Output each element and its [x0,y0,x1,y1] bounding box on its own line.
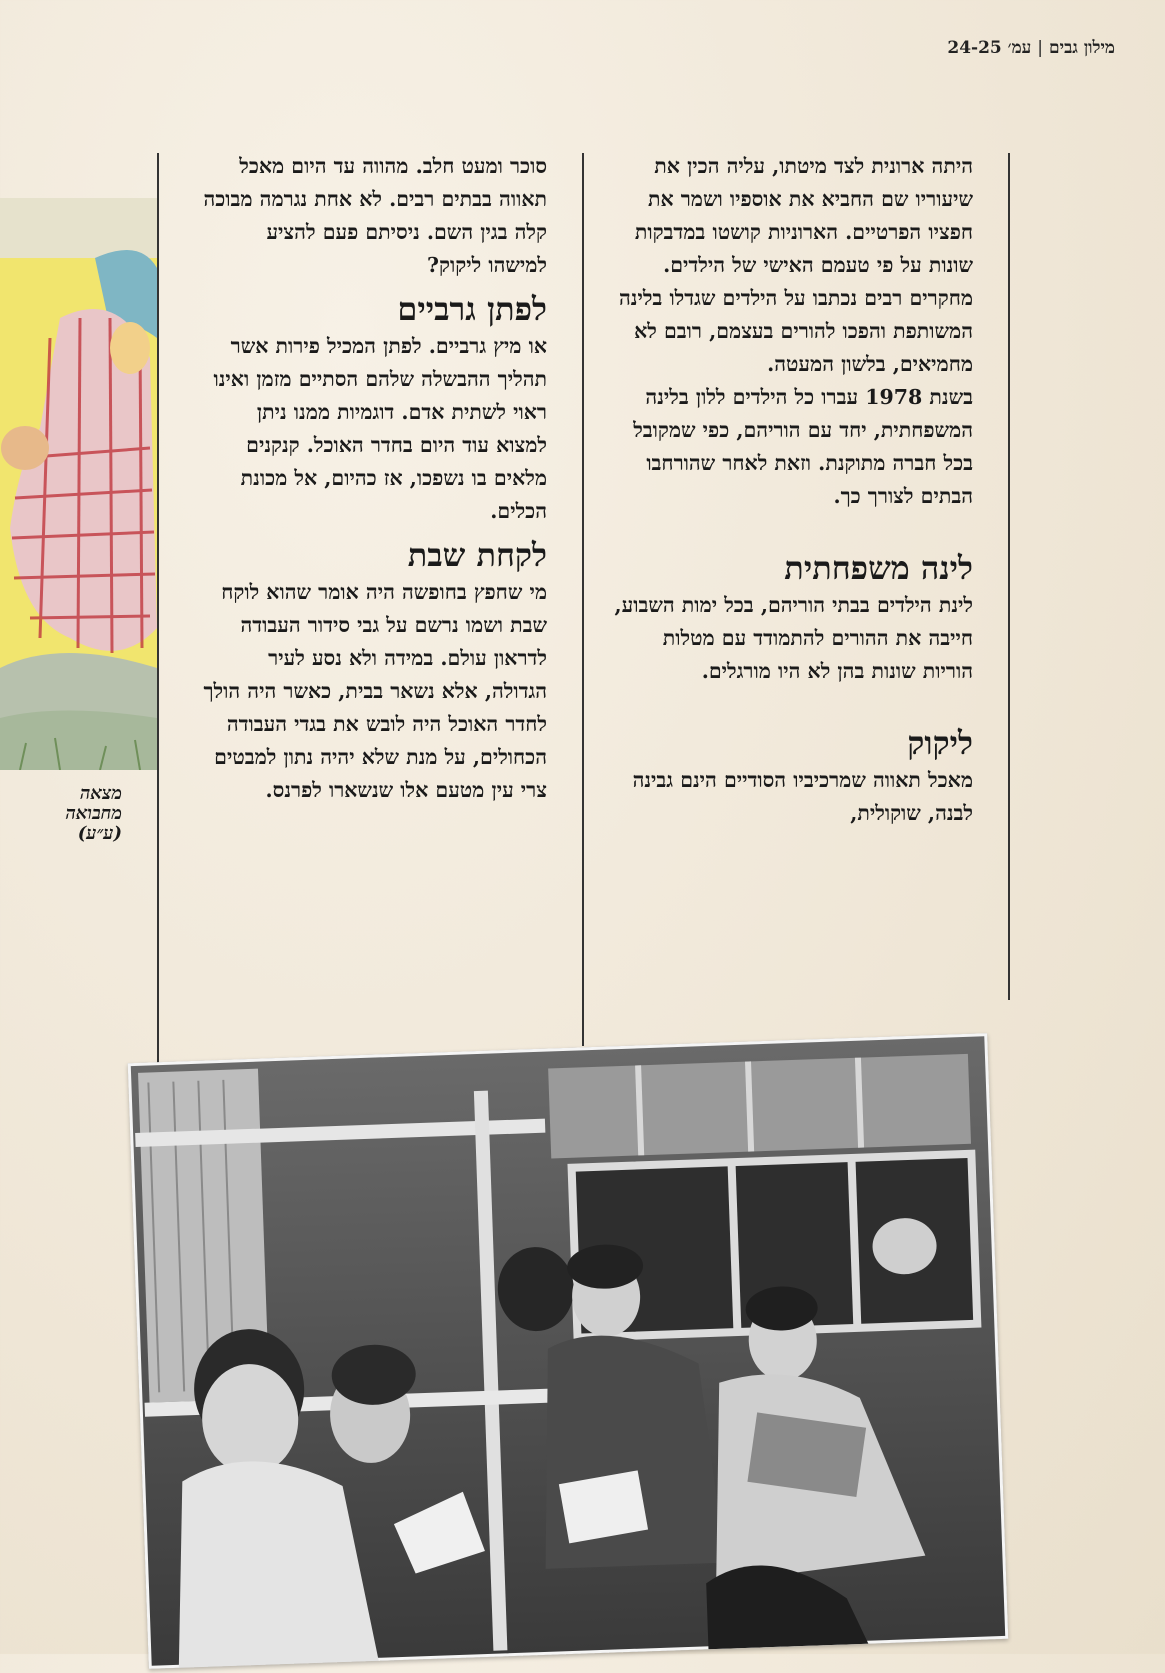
image-caption [22,784,122,844]
photo-drawing [128,1033,1009,1669]
historical-photo [128,1033,1009,1669]
paragraph: היתה ארונית לצד מיטתו, עליה הכין את שיעוריו שם החביא את אוספיו ושמר את חפציו הפרטיים. הארוניות קושטו במדבקות שונות על פי טעמם האישי של הילדים. מחקרים רבים נכתבו על הילדים שגדלו בלינה המשותפת והפכו להורים בעצמם, רובם לא מחמיאים, בלשון המעטה. [619,154,973,376]
header-separator: | [1037,38,1044,58]
page-number: עמ׳ 24-25 [947,38,1032,58]
illustration-drawing [0,198,157,770]
paragraph: לינת הילדים בבתי הוריהם, בכל ימות השבוע, חייבה את ההורים להתמודד עם מטלות הוריות שונות בהן לא היו מורגלים. [614,593,973,683]
column-rule [1008,153,1010,1000]
entry-heading: לקחת שבת [407,536,547,574]
caption-line: מחבואה [65,803,122,824]
illustration-image [0,198,157,770]
column-rule [157,153,159,1095]
paragraph: מאכל תאווה שמרכיביו הסודיים הינם גבינה לבנה, שוקולית, [632,768,973,825]
caption-line: מצאה [79,783,122,804]
right-text-column [613,150,973,830]
page-header [947,38,1115,58]
paragraph: בשנת 1978 עברו כל הילדים ללון בלינה המשפחתית, יחד עם הוריהם, כפי שמקובל בכל חברה מתוקנת. וזאת לאחר שהורחבו הבתים לצורך כך. [633,385,973,508]
left-text-column [202,150,547,807]
paragraph: מי שחפץ בחופשה היה אומר שהוא לוקח שבת ושמו נרשם על גבי סידור העבודה לדראון עולם. במידה ולא נסע לעיר הגדולה, אלא נשאר בבית, כאשר היה הולך לחדר האוכל היה לובש את בגדי העבודה הכחולים, על מנת שלא יהיה נתון למבטים צרי עין מטעם אלו שנשארו לפרנס. [203,580,547,802]
entry-heading: לינה משפחתית [784,549,973,587]
column-rule [582,153,584,1046]
paragraph: או מיץ גרביים. לפתן המכיל פירות אשר תהליך ההבשלה שלהם הסתיים מזמן ואינו ראוי לשתית אדם. דוגמיות ממנו ניתן למצוא עוד היום בחדר האוכל. קנקנים מלאים בו נשפכו, אז כהיום, אל מכונת הכלים. [213,334,547,523]
paragraph: סוכר ומעט חלב. מהווה עד היום מאכל תאווה בבתים רבים. לא אחת נגרמה מבוכה קלה בגין השם. ניסיתם פעם להציע למישהו ליקוק? [203,154,547,277]
entry-heading: ליקוק [907,724,973,762]
caption-line: (ע״ע) [77,823,122,844]
book-title: מילון גבים [1049,38,1115,58]
entry-heading: לפתן גרביים [397,290,547,328]
